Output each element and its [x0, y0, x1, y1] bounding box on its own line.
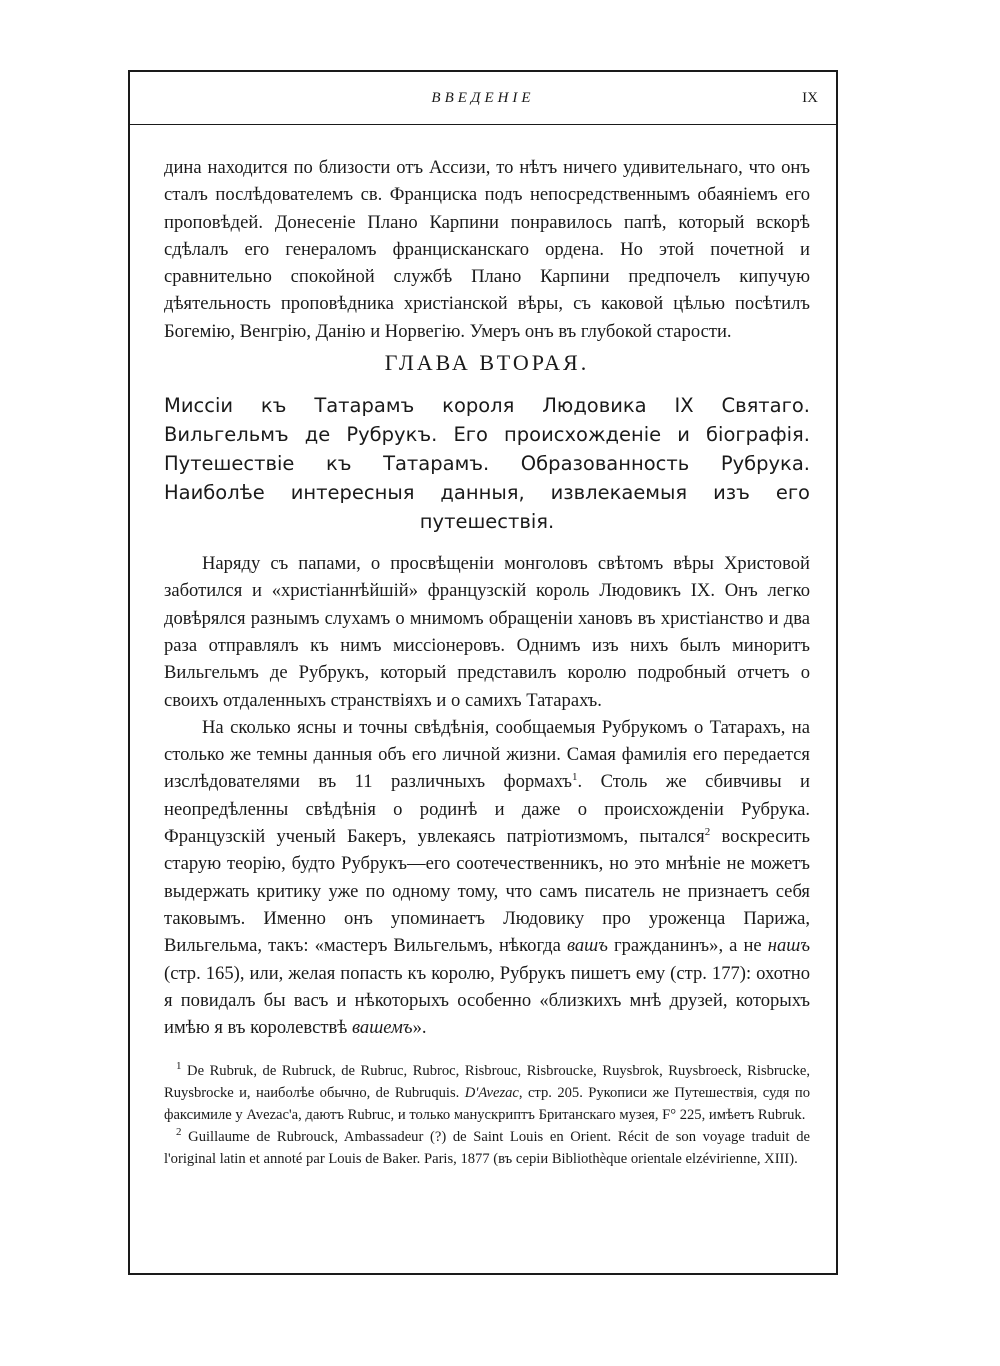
page-frame [128, 70, 838, 1275]
paragraph-2-text: . Столь же сбивчивы и неопредѣленны свѣдѣнія о родинѣ и даже о происхожденіи Рубрука. Французскій ученый Бакеръ, увлекаясь патріотизмомъ, пытался [164, 771, 811, 848]
footnote-emphasis: D'Avezac [464, 1085, 519, 1102]
page-body [164, 154, 810, 1170]
paragraph-2 [164, 714, 810, 1042]
emphasis-text: вашъ [566, 935, 608, 957]
footnote-text: Guillaume de Rubrouck, Ambassadeur (?) de Saint Louis en Orient. Récit de son voyage traduit de l'original latin et annoté par Louis de Baker. Paris, 1877 (въ серіи Bibliothèque orientale elzévirienne, XIII). [164, 1128, 810, 1167]
paragraph-2-text: воскресить старую теорію, будто Рубрукъ—его соотечественникъ, но это мнѣніе не можетъ выдержать критику уже по одному тому, что самъ писатель не признаетъ себя таковымъ. Именно онъ упоминаетъ Людовику про уроженца Парижа, Вильгельма, такъ: «мастеръ Вильгельмъ, нѣкогда [164, 826, 810, 957]
footnote-text: De Rubruk, de Rubruck, de Rubruc, Rubroc, Risbrouc, Risbroucke, Ruysbrok, Ruysbroeck, Risbrucke, Ruysbrocke и, наиболѣе обычно, de Rubruquis. [164, 1063, 810, 1102]
emphasis-text: нашъ [767, 935, 810, 957]
paragraph-2-text: (стр. 165), или, желая попасть къ королю, Рубрукъ пишетъ ему (стр. 177): охотно я повидалъ бы васъ и нѣкоторыхъ особенно «близкихъ мнѣ друзей, которыхъ имѣю я въ королевствѣ [164, 962, 810, 1039]
chapter-title: ГЛАВА ВТОРАЯ. [384, 350, 590, 376]
paragraph-2-text: На сколько ясны и точны свѣдѣнія, сообщаемыя Рубрукомъ о Татарахъ, на столько же темны данныя объ его личной жизни. Самая фамилія его передается изслѣдователями въ 11 различныхъ формахъ [164, 716, 810, 793]
paragraph-2-text: ». [412, 1017, 427, 1039]
emphasis-text: вашемъ [351, 1017, 413, 1039]
footnote-ref-2[interactable]: 2 [704, 825, 711, 838]
footnote-number: 1 [176, 1060, 182, 1073]
paragraph-1: Наряду съ папами, о просвѣщеніи монголовъ свѣтомъ вѣры Христовой заботился и «христіаннѣйшій» французскій король Людовикъ IX. Онъ легко довѣрялся разнымъ слухамъ о мнимомъ обращеніи хановъ въ христіанство и два раза отправлялъ къ нимъ миссіонеровъ. Однимъ изъ нихъ былъ миноритъ Вильгельмъ де Рубрукъ, который представилъ королю подробный отчетъ о своихъ отдаленныхъ странствіяхъ и о самихъ Татарахъ. [164, 553, 810, 711]
chapter-summary: Миссіи къ Татарамъ короля Людовика IX Святаго. Вильгельмъ де Рубрукъ. Его происхожденіе и біографія. Путешествіе къ Татарамъ. Образованность Рубрука. Наиболѣе интересныя данныя, извлекаемыя изъ его путешествія. [164, 394, 810, 534]
footnote-1 [164, 1061, 810, 1126]
page-header [130, 72, 836, 125]
paragraph-2-text: гражданинъ», а не [607, 935, 762, 957]
footnotes [164, 1061, 810, 1170]
footnote-ref-1[interactable]: 1 [572, 771, 578, 784]
intro-paragraph: дина находится по близости отъ Ассизи, то нѣтъ ничего удивительнаго, что онъ сталъ послѣдователемъ св. Франциска подъ непосредственнымъ обаяніемъ его проповѣдей. Донесеніе Плано Карпини понравилось папѣ, который вскорѣ сдѣлалъ его генераломъ францисканскаго ордена. Но этой почетной и сравнительно спокойной службѣ Плано Карпини предпочелъ кипучую дѣятельность проповѣдника христіанской вѣры, съ каковой цѣлью посѣтилъ Богемію, Венгрію, Данію и Норвегію. Умеръ онъ въ глубокой старости. [164, 157, 810, 342]
footnote-2 [164, 1127, 810, 1171]
footnote-number: 2 [176, 1125, 182, 1138]
running-title: ВВЕДЕНІЕ [431, 90, 535, 106]
footnote-text: , стр. 205. Рукописи же Путешествія, судя по факсимиле у Avezac'а, даютъ Rubruc, и только манускриптъ Британскаго музея, F° 225, имѣетъ Rubruk. [164, 1085, 810, 1124]
page-number: IX [802, 90, 818, 106]
